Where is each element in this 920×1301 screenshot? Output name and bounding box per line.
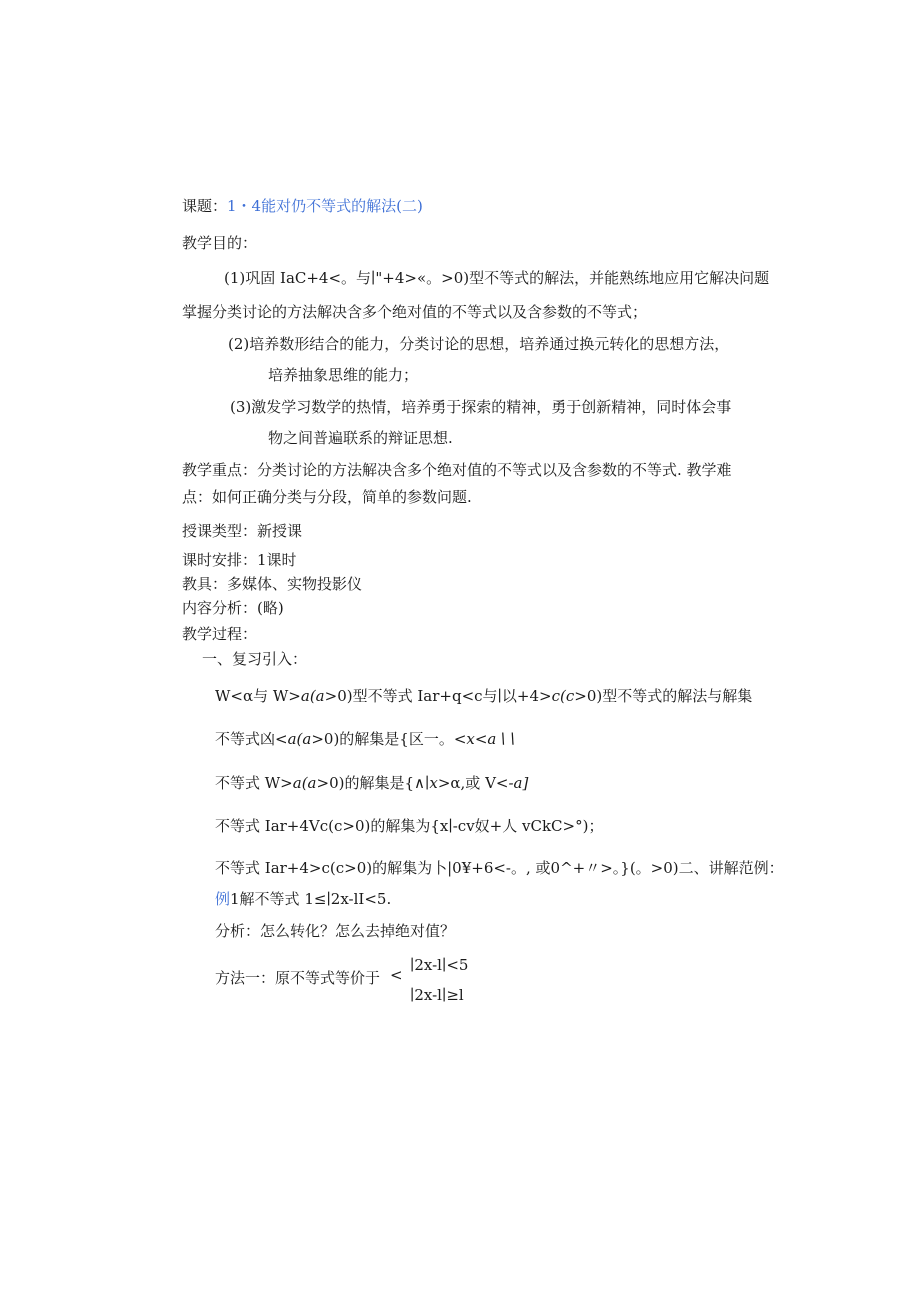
tools: 教具：多媒体、实物投影仪: [182, 575, 363, 593]
key-points-line-1: 教学重点：分类讨论的方法解决含多个绝对值的不等式以及含参数的不等式. 教学难: [182, 461, 732, 479]
example-analysis: 分析：怎么转化？怎么去掉绝对值？: [215, 922, 456, 940]
review-line-3: 不等式 W>a(a>0)的解集是{∧∣x>α,或 V<-a]: [215, 774, 529, 792]
review-line-2: 不等式凶<a(a>0)的解集是{区一。<x<a∖∖: [215, 730, 516, 748]
example-label: 例: [215, 890, 231, 908]
lesson-type: 授课类型：新授课: [182, 522, 303, 540]
review-line-5: 不等式 Iar+4>c(c>0)的解集为卜|0¥+6<-。, 或0^+〃>。}(。>0)二、讲解范例：: [215, 859, 784, 877]
objective-3-line-2: 物之间普遍联系的辩证思想.: [268, 429, 453, 447]
example-text: 1解不等式 1≤∣2x-lI<5.: [230, 890, 392, 908]
process-heading: 教学过程：: [182, 625, 258, 643]
objective-3-line-1: (3)激发学习数学的热情，培养勇于探索的精神，勇于创新精神，同时体会事: [230, 398, 732, 416]
objectives-heading: 教学目的：: [182, 234, 258, 252]
review-heading: 一、复习引入：: [202, 650, 308, 668]
review-line-4: 不等式 Iar+4Vc(c>0)的解集为{x∣-cv奴+人 vCkC>°)；: [215, 817, 604, 835]
objective-2-line-2: 培养抽象思维的能力；: [268, 366, 419, 384]
lesson-title: [182, 196, 423, 216]
review-line-1: W<α与 W>a(a>0)型不等式 Iar+q<c与∣以+4>c(c>0)型不等式的解法与解集: [215, 687, 753, 705]
objective-2-line-1: (2)培养数形结合的能力，分类讨论的思想，培养通过换元转化的思想方法，: [228, 335, 730, 353]
schedule: 课时安排：1课时: [182, 551, 297, 569]
condition-2: ∣2x-l∣≥l: [410, 986, 464, 1004]
system-brace: <: [390, 966, 403, 984]
example-1: [215, 889, 391, 909]
method-label: 方法一：原不等式等价于: [215, 969, 381, 987]
objective-1-line-1: (1)巩固 IaC+4<。与∣"+4>«。>0)型不等式的解法，并能熟练地应用它解决问题: [224, 269, 770, 287]
title-label: 课题：: [182, 197, 228, 215]
title-text: 1・4能对仍不等式的解法(二): [227, 197, 423, 215]
key-points-line-2: 点：如何正确分类与分段，简单的参数问题.: [182, 488, 472, 506]
objective-1-line-2: 掌握分类讨论的方法解决含多个绝对值的不等式以及含参数的不等式；: [182, 303, 648, 321]
condition-1: ∣2x-l∣<5: [410, 956, 469, 974]
content-analysis: 内容分析：(略): [182, 599, 284, 617]
